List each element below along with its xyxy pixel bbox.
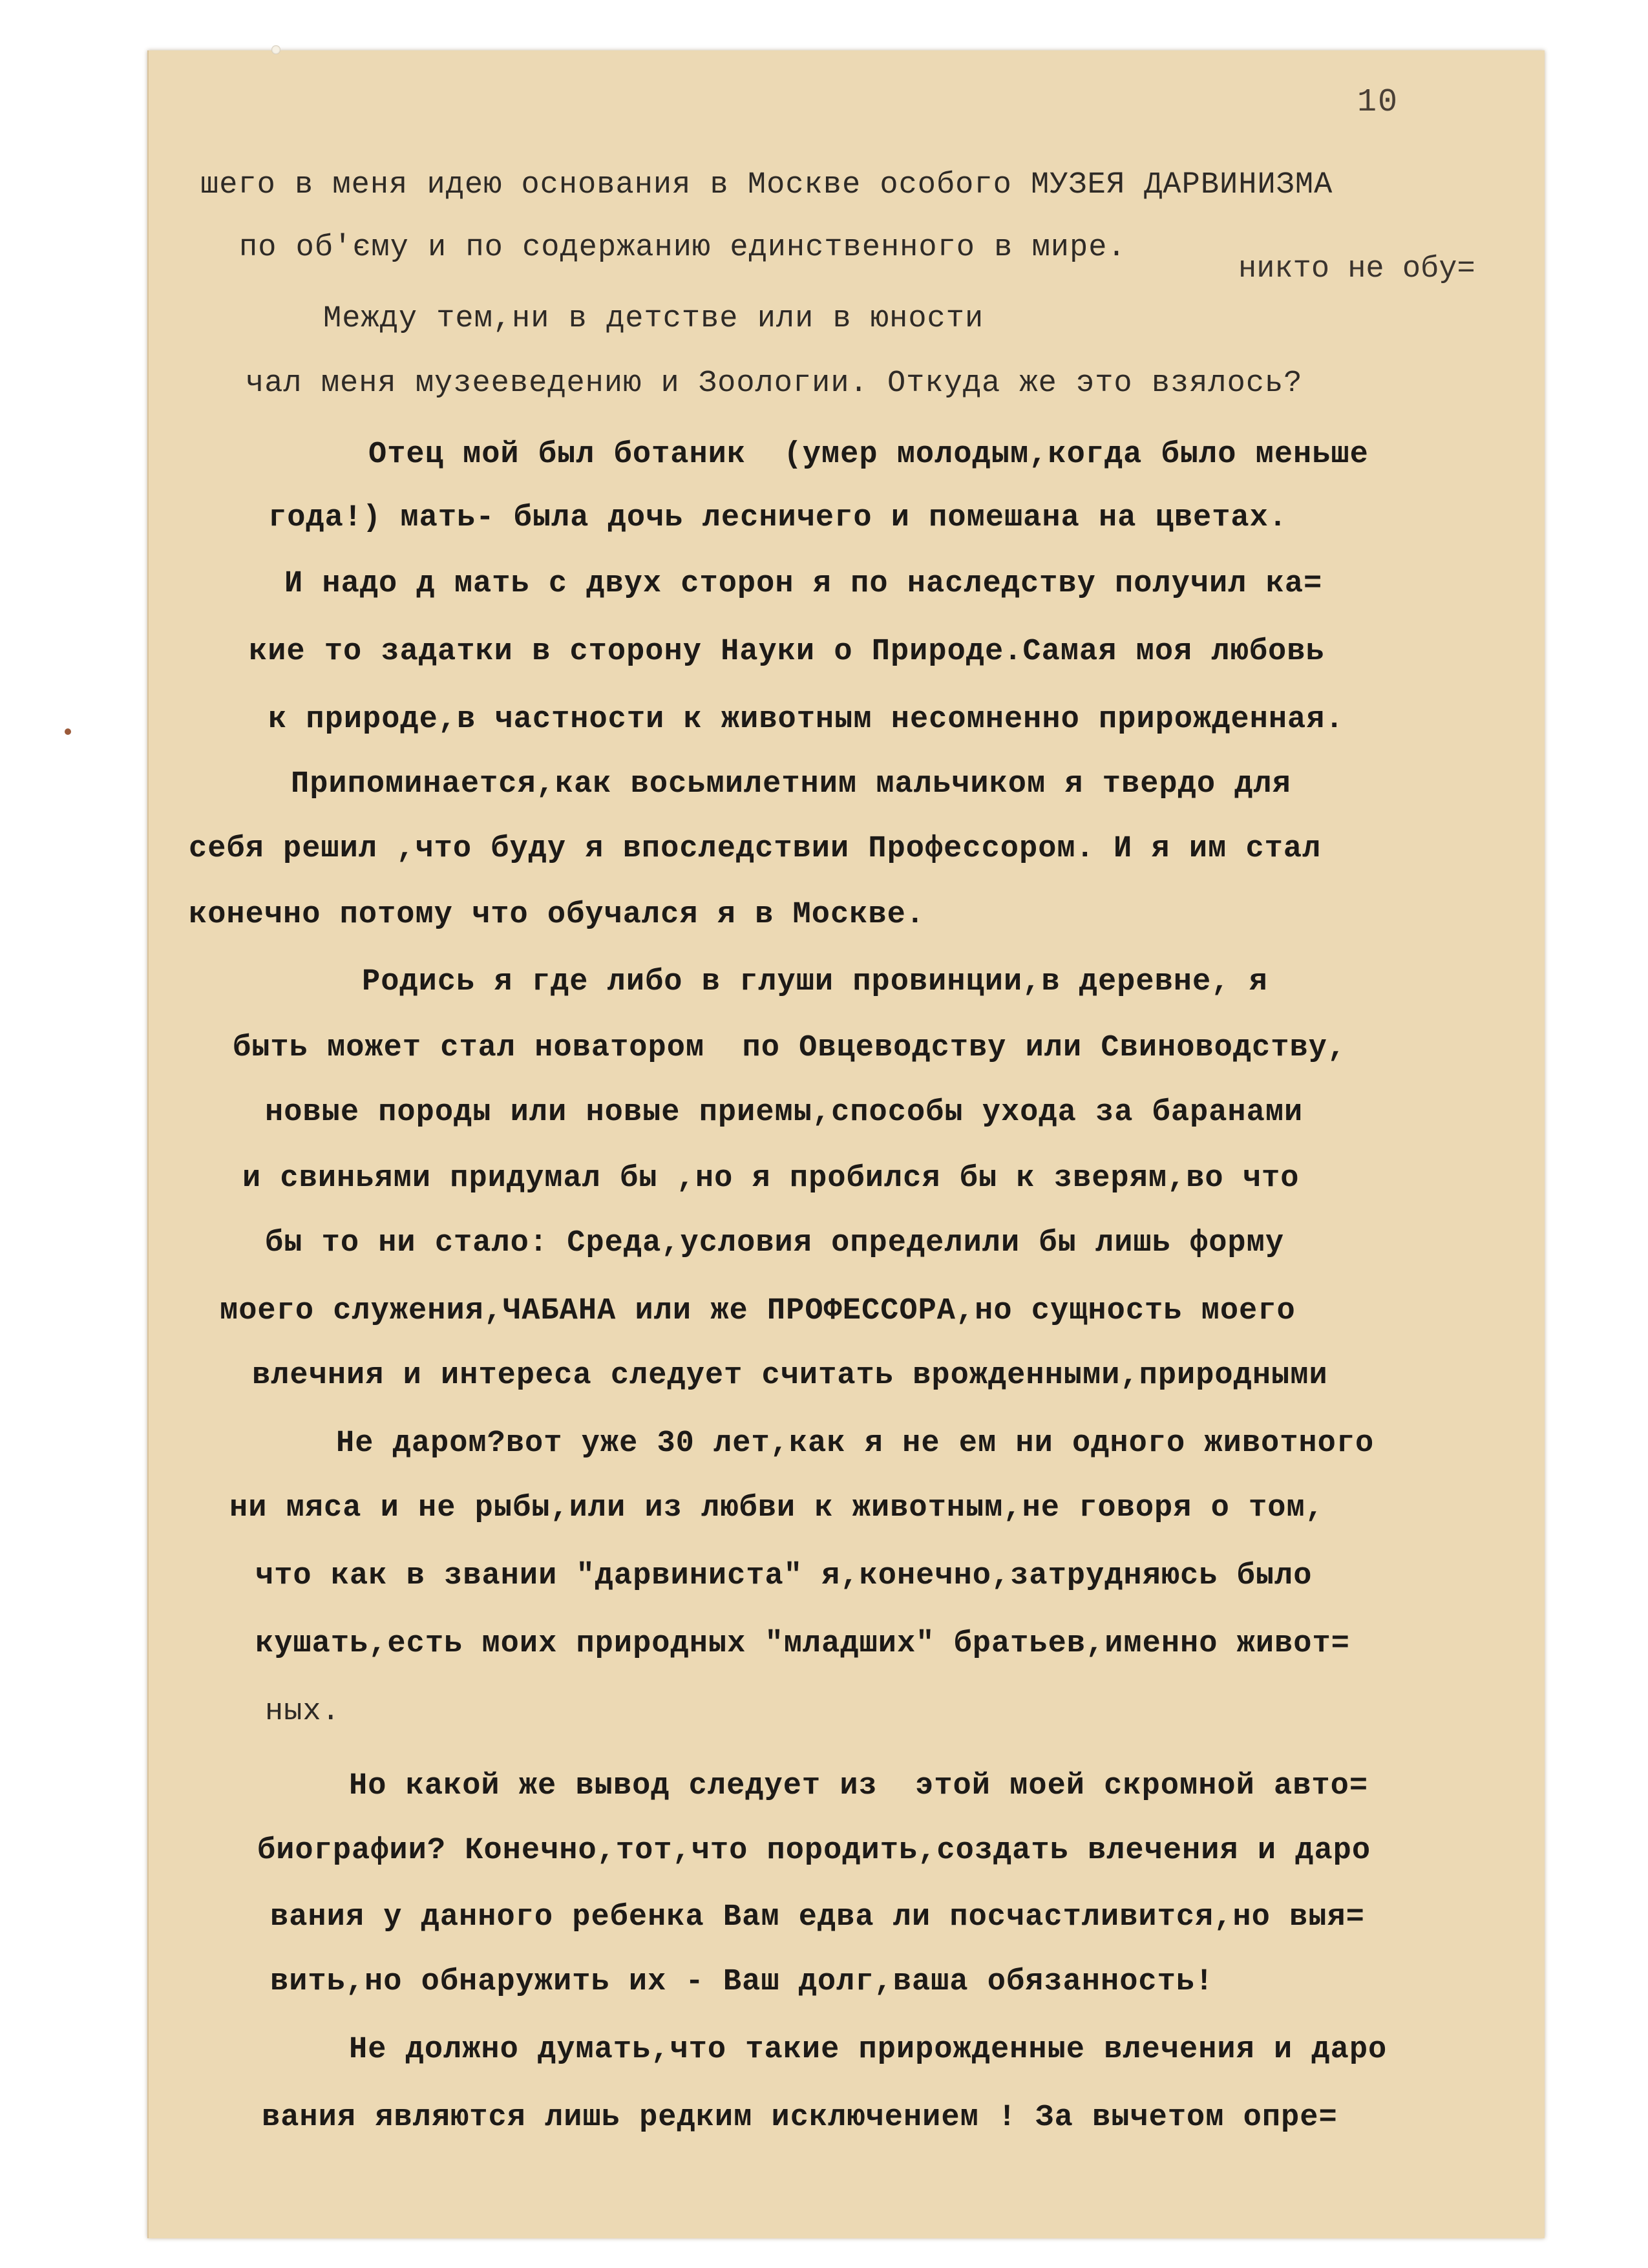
typed-line: влечния и интереса следует считать врожденными,природными [252, 1359, 1328, 1393]
typed-line: новые породы или новые приемы,способы ухода за баранами [265, 1096, 1304, 1130]
typed-line: Родись я где либо в глуши провинции,в деревне, я [362, 965, 1268, 999]
typed-line: себя решил ,что буду я впоследствии Профессором. И я им стал [189, 832, 1322, 866]
typed-line: шего в меня идею основания в Москве особого МУЗЕЯ ДАРВИНИЗМА [200, 168, 1333, 202]
typed-line: И надо д мать с двух сторон я по наследству получил ка= [284, 567, 1323, 601]
typed-line: конечно потому что обучался я в Москве. [189, 898, 925, 932]
typed-line: чал меня музееведению и Зоологии. Откуда же это взялось? [246, 366, 1303, 401]
ink-spot [65, 728, 71, 735]
typed-line: Припоминается,как восьмилетним мальчиком я твердо для [291, 767, 1291, 801]
typed-line: Отец мой был ботаник (умер молодым,когда было меньше [368, 438, 1369, 472]
typed-line: Между тем,ни в детстве или в юности [323, 302, 984, 336]
typed-line: кие то задатки в сторону Науки о Природе.Самая моя любовь [249, 635, 1325, 669]
typed-line: Но какой же вывод следует из этой моей скромной авто= [349, 1769, 1369, 1803]
typed-line: Не даром?вот уже 30 лет,как я не ем ни одного животного [336, 1426, 1375, 1461]
typed-line: бы то ни стало: Среда,условия определили бы лишь форму [265, 1226, 1285, 1260]
typed-line: и свиньями придумал бы ,но я пробился бы к зверям,во что [242, 1161, 1300, 1196]
typed-line: биографии? Конечно,тот,что породить,создать влечения и даро [257, 1834, 1371, 1868]
typed-line: года!) мать- была дочь лесничего и помешана на цветах. [268, 501, 1288, 535]
typed-line: моего служения,ЧАБАНА или же ПРОФЕССОРА,но сущность моего [220, 1294, 1296, 1328]
typed-line: быть может стал новатором по Овцеводству или Свиноводству, [233, 1031, 1347, 1065]
typed-line: вания у данного ребенка Вам едва ли посчастливится,но выя= [270, 1900, 1365, 1934]
typed-line: к природе,в частности к животным несомненно прирожденная. [268, 703, 1344, 737]
typed-line: по об'єму и по содержанию единственного в мире. [239, 231, 1126, 265]
interlinear-insertion: никто не обу= [1238, 252, 1475, 286]
typed-line: Не должно думать,что такие прирожденные влечения и даро [349, 2033, 1388, 2067]
typed-line: вить,но обнаружить их - Ваш долг,ваша обязанность! [270, 1965, 1214, 1999]
typed-line: ных. [265, 1695, 341, 1729]
typed-line: что как в звании "дарвиниста" я,конечно,затрудняюсь было [255, 1559, 1313, 1593]
typed-line: вания являются лишь редким исключением ! За вычетом опре= [262, 2101, 1338, 2135]
paper-hole [271, 45, 280, 54]
page-number: 10 [1357, 84, 1399, 121]
typed-line: кушать,есть моих природных "младших" братьев,именно живот= [255, 1627, 1350, 1661]
typed-line: ни мяса и не рыбы,или из любви к животным,не говоря о том, [229, 1491, 1324, 1525]
